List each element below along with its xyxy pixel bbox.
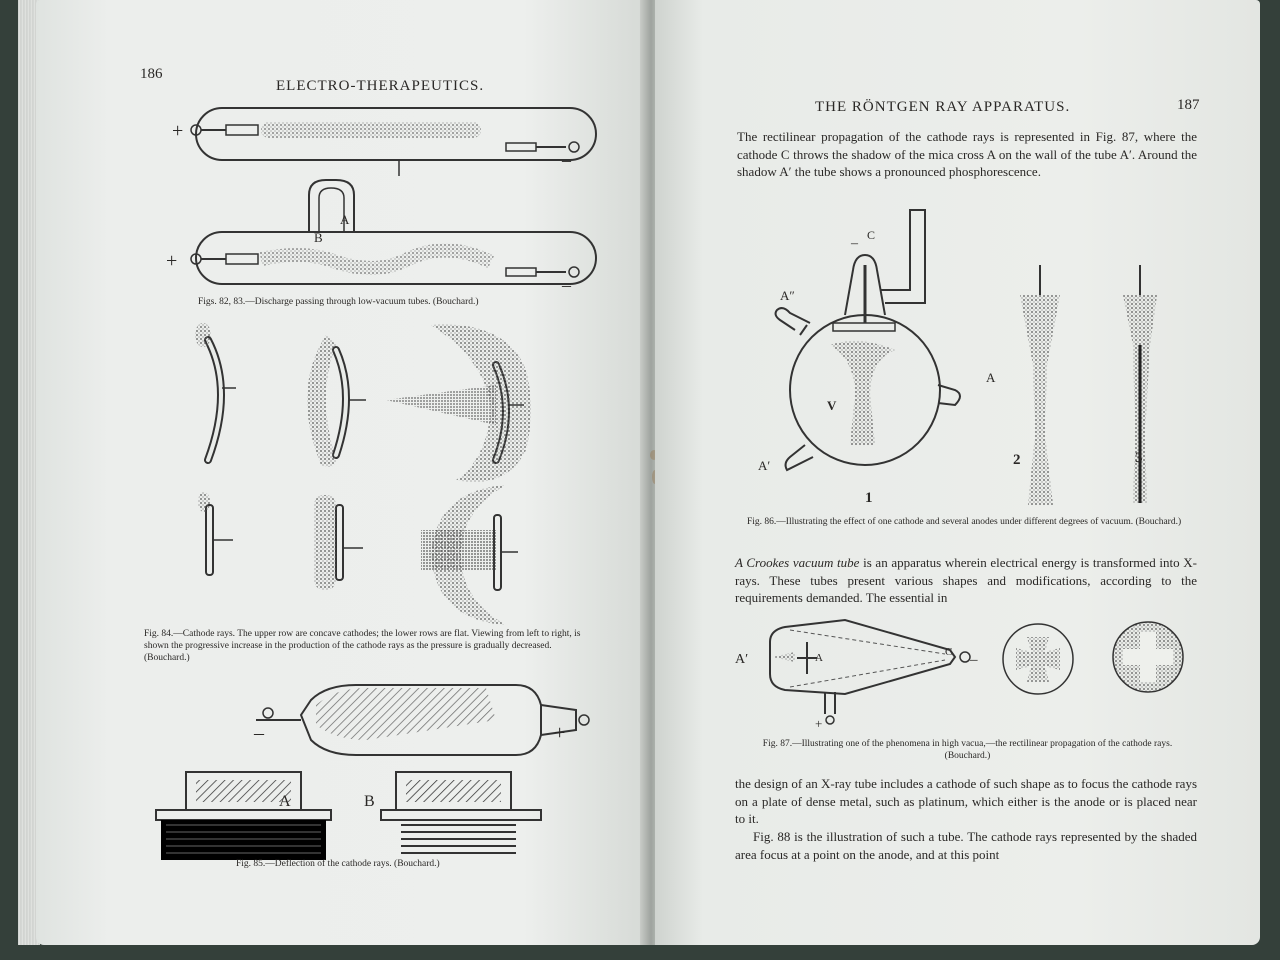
fig86-number-2: 2: [1013, 452, 1021, 468]
fig86-number-1: 1: [865, 490, 873, 506]
fig87-a-label: A: [815, 652, 823, 664]
paragraph-3: the design of an X-ray tube includes a cathode of such shape as to focus the cathode rays on a plate of dense metal, such as platinum, which either is the anode or is placed near to it.: [735, 776, 1197, 826]
fig85-b-label: B: [364, 793, 375, 810]
fig86-minus-label: –: [851, 236, 858, 251]
paragraph-2-text: is an apparatus wherein electrical energy is transformed into X-rays. These tubes present various shapes and modifications, according to the requirements demanded. The essential in: [735, 555, 1197, 605]
fig85-plus-label: +: [554, 722, 566, 744]
paragraph-1: The rectilinear propagation of the cathode rays is represented in Fig. 87, where the cathode C throws the shadow of the mica cross A on the wall of the tube A′. Around the shadow A′ the tube shows a pronounced phosphorescence.: [737, 129, 1197, 179]
crookes-tube-term: A Crookes vacuum tube: [735, 555, 860, 570]
fig83-minus-label: –: [562, 275, 571, 295]
paragraph-4: Fig. 88 is the illustration of such a tube. The cathode rays represented by the shaded area focus at a point on the anode, and at this point: [735, 829, 1197, 862]
fig82-plus-label: +: [172, 120, 184, 142]
fig-82-83-drawing: [36, 0, 646, 300]
fig87-a-prime-label: A′: [735, 652, 749, 667]
fig83-b-label: B: [314, 230, 323, 245]
page-number-right: 187: [1177, 97, 1200, 113]
fig-87-drawing: [655, 612, 1260, 742]
fig83-plus-label: +: [166, 250, 178, 272]
running-head-right: THE RÖNTGEN RAY APPARATUS.: [815, 99, 1071, 115]
fig86-number-3: 3: [1135, 450, 1143, 466]
fig-87-caption: Fig. 87.—Illustrating one of the phenomena in high vacua,—the rectilinear propagation of the cathode rays. (Bouchard.): [762, 739, 1173, 761]
fig-86-drawing: [655, 195, 1260, 515]
fig86-v-label: V: [827, 398, 837, 413]
fig86-a-label: A: [986, 370, 996, 385]
fig-82-83-caption: Figs. 82, 83.—Discharge passing through low-vacuum tubes. (Bouchard.): [198, 297, 479, 307]
fig-84-caption: Fig. 84.—Cathode rays. The upper row are concave cathodes; the lower rows are flat. Viewing from left to right, is shown the progressive increase in the production of the cathode rays as the pressure is gradually decreased. (Bouchard.): [144, 629, 581, 663]
fig87-minus-label: –: [970, 652, 978, 668]
page-number-left: 186: [140, 66, 163, 82]
left-page: [36, 0, 646, 945]
fig-85-drawing: [36, 680, 646, 860]
fig-86-caption: Fig. 86.—Illustrating the effect of one cathode and several anodes under different degrees of vacuum. (Bouchard.): [747, 517, 1182, 527]
fig86-c-label: C: [867, 228, 876, 242]
fig86-a-double-label: A″: [780, 288, 795, 303]
fig87-plus-label: +: [815, 716, 823, 731]
fig82-minus-label: –: [562, 150, 571, 170]
paragraph-2: [735, 554, 1197, 607]
fig86-a-prime-label: A′: [758, 458, 771, 473]
fig87-c-label: C: [945, 646, 953, 658]
right-page: [655, 0, 1260, 945]
fig-85-caption: Fig. 85.—Deflection of the cathode rays. (Bouchard.): [236, 859, 440, 869]
running-head-left: ELECTRO-THERAPEUTICS.: [276, 78, 485, 94]
fig83-a-label: A: [340, 212, 350, 227]
fig-84-drawing: [36, 310, 646, 630]
fig85-a-label: A: [279, 793, 291, 810]
fig85-minus-label: –: [254, 722, 264, 744]
